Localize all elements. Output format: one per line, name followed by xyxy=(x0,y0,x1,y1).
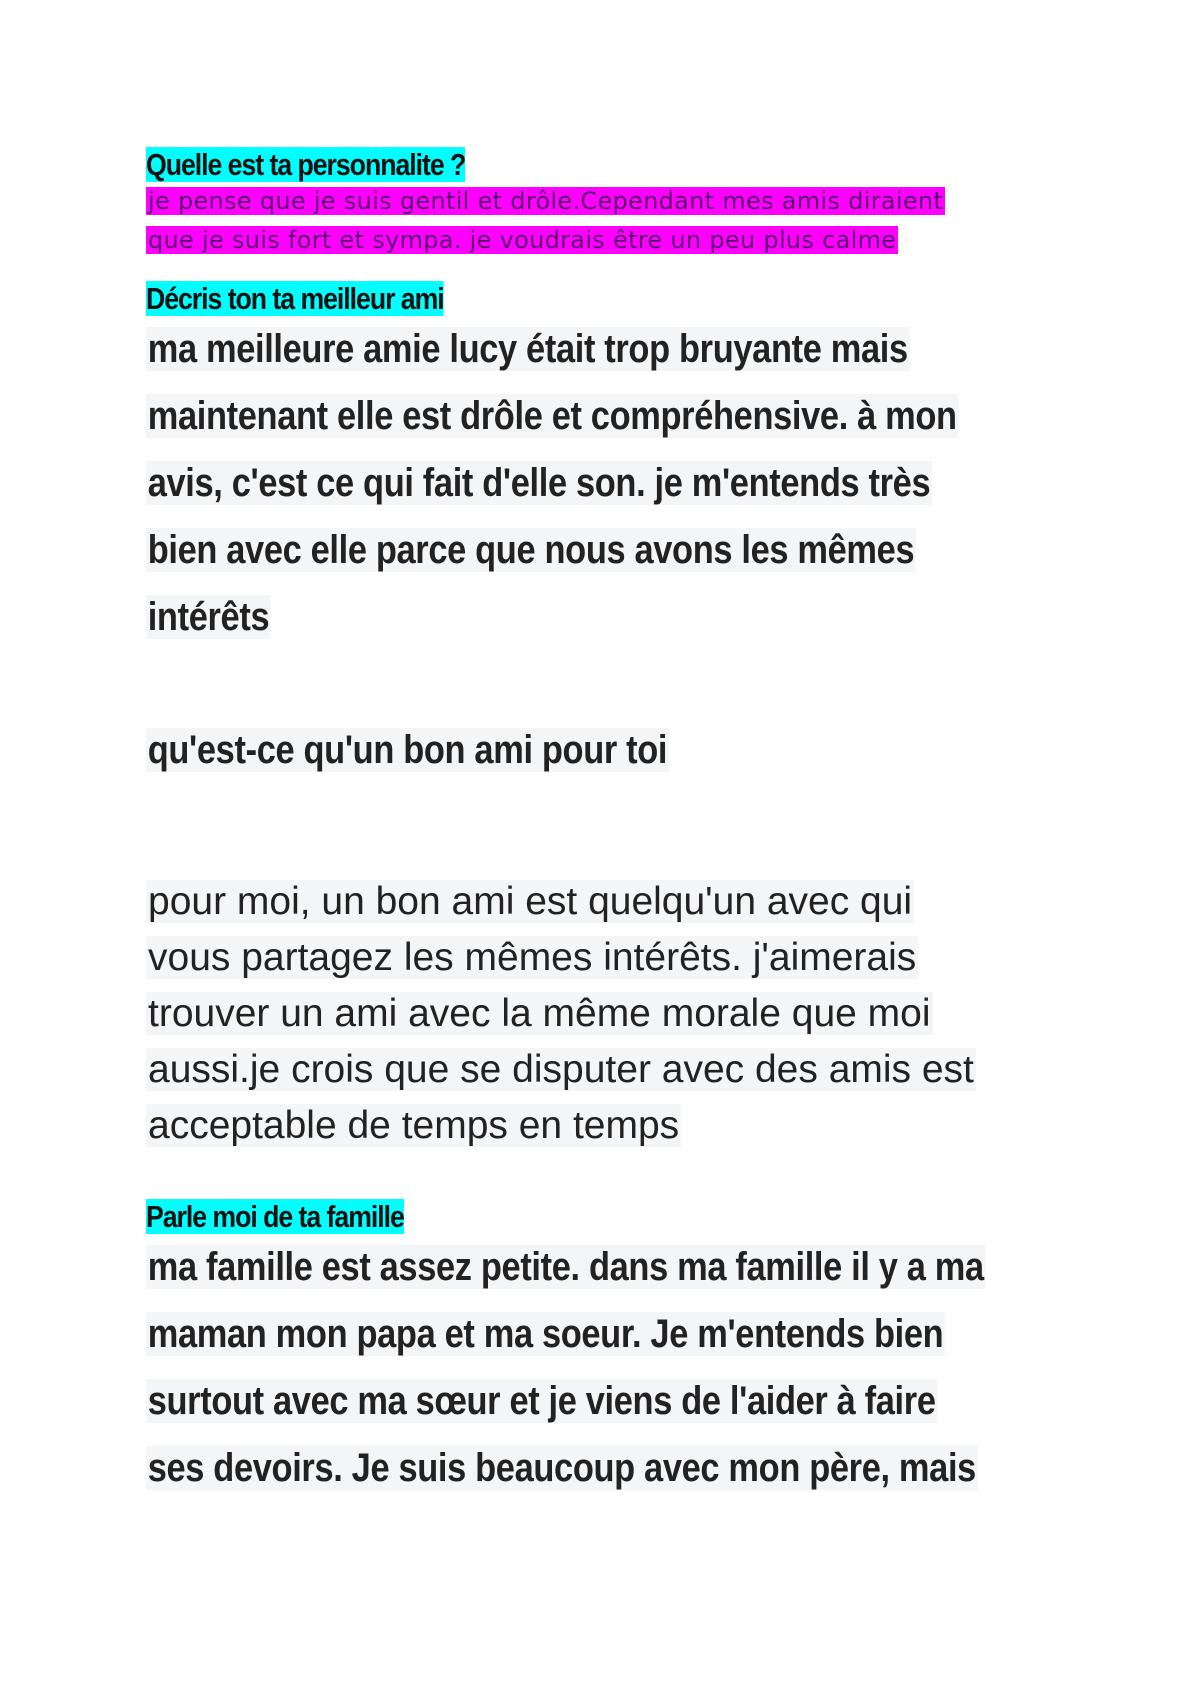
answer-line: ma meilleure amie lucy était trop bruyante mais xyxy=(147,327,908,371)
answer-line: aussi.je crois que se disputer avec des amis est xyxy=(148,1048,974,1091)
question-famille-text: Parle moi de ta famille xyxy=(146,1199,404,1234)
question-bon-ami-text: qu'est-ce qu'un bon ami pour toi xyxy=(147,728,668,772)
answer-line: que je suis fort et sympa. je voudrais être un peu plus calme xyxy=(148,226,897,254)
answer-line: ma famille est assez petite. dans ma famille il y a ma xyxy=(147,1245,984,1289)
answer-meilleur-ami xyxy=(146,316,1092,651)
answer-line: ses devoirs. Je suis beaucoup avec mon père, mais xyxy=(147,1446,976,1490)
question-meilleur-ami xyxy=(146,278,954,320)
document-page xyxy=(146,144,1086,1502)
question-personnalite xyxy=(146,144,954,186)
question-personnalite-text: Quelle est ta personnalite ? xyxy=(146,147,466,182)
question-famille xyxy=(146,1196,954,1238)
answer-line: acceptable de temps en temps xyxy=(148,1104,680,1147)
answer-line: maman mon papa et ma soeur. Je m'entends bien xyxy=(147,1312,944,1356)
answer-line: intérêts xyxy=(147,595,270,639)
question-bon-ami xyxy=(146,717,1092,784)
answer-line: je pense que je suis gentil et drôle.Cependant mes amis diraient xyxy=(148,187,944,215)
answer-line: avis, c'est ce qui fait d'elle son. je m'entends très xyxy=(147,461,931,505)
answer-line: pour moi, un bon ami est quelqu'un avec qui xyxy=(148,880,913,923)
question-meilleur-ami-text: Décris ton ta meilleur ami xyxy=(146,281,444,316)
answer-personnalite xyxy=(146,182,1086,260)
answer-line: maintenant elle est drôle et compréhensive. à mon xyxy=(147,394,957,438)
answer-line: vous partagez les mêmes intérêts. j'aimerais xyxy=(148,936,917,979)
answer-bon-ami xyxy=(146,874,1086,1154)
answer-famille xyxy=(146,1234,1092,1502)
answer-line: surtout avec ma sœur et je viens de l'aider à faire xyxy=(147,1379,936,1423)
answer-line: bien avec elle parce que nous avons les mêmes xyxy=(147,528,915,572)
answer-line: trouver un ami avec la même morale que moi xyxy=(148,992,931,1035)
